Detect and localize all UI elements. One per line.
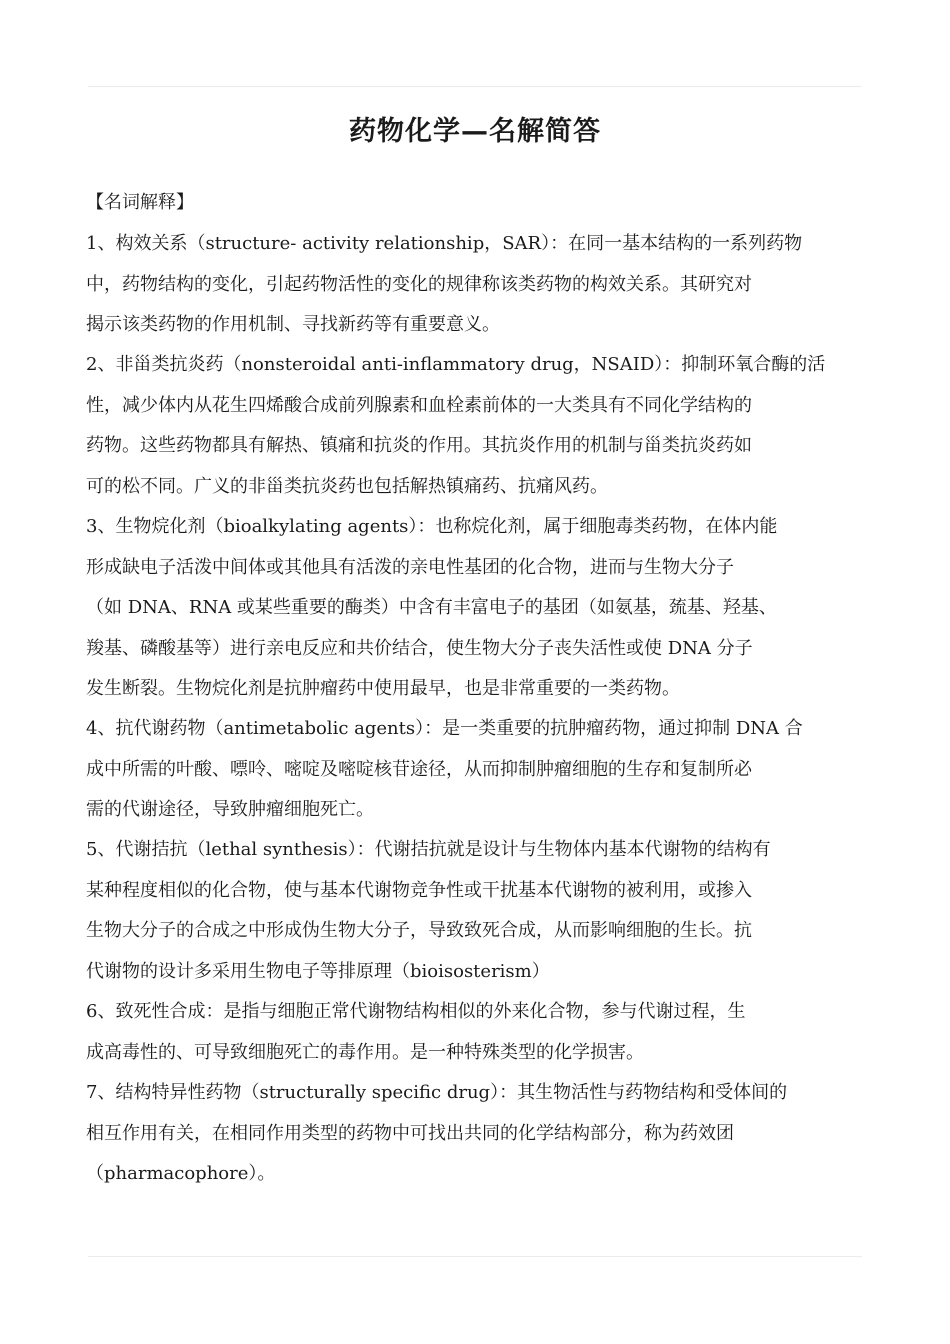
entry-line: 需的代谢途径，导致肿瘤细胞死亡。 (86, 799, 374, 820)
entry-line: 成高毒性的、可导致细胞死亡的毒作用。是一种特殊类型的化学损害。 (86, 1041, 644, 1063)
section-heading: 【名词解释】 (86, 192, 194, 213)
entry-line: 4、抗代谢药物（antimetabolic agents）：是一类重要的抗肿瘤药物，通过抑制 DNA 合 (86, 718, 803, 739)
entry-line: 代谢物的设计多采用生物电子等排原理（bioisosterism） (86, 960, 550, 982)
entry-line: 成中所需的叶酸、嘌呤、嘧啶及嘧啶核苷途径，从而抑制肿瘤细胞的生存和复制所必 (86, 758, 752, 780)
entry-line: 生物大分子的合成之中形成伪生物大分子，导致致死合成，从而影响细胞的生长。抗 (86, 920, 752, 941)
definition-entry-1 (86, 229, 886, 351)
page-title: 药物化学—名解简答 (349, 116, 601, 147)
entry-line: 6、致死性合成：是指与细胞正常代谢物结构相似的外来化合物，参与代谢过程，生 (86, 1001, 746, 1022)
entry-line: 性，减少体内从花生四烯酸合成前列腺素和血栓素前体的一大类具有不同化学结构的 (86, 394, 752, 416)
top-divider (88, 86, 862, 87)
definition-entry-6 (86, 997, 886, 1078)
definition-entry-3 (86, 512, 886, 715)
definition-entry-5 (86, 835, 886, 997)
entry-line: 5、代谢拮抗（lethal synthesis）：代谢拮抗就是设计与生物体内基本代谢物的结构有 (86, 839, 771, 860)
entry-line: （如 DNA、RNA 或某些重要的酶类）中含有丰富电子的基团（如氨基，巯基、羟基、 (86, 597, 777, 618)
entry-line: 形成缺电子活泼中间体或其他具有活泼的亲电性基团的化合物，进而与生物大分子 (86, 556, 734, 578)
entry-line: 可的松不同。广义的非甾类抗炎药也包括解热镇痛药、抗痛风药。 (86, 475, 608, 497)
entry-line: 羧基、磷酸基等）进行亲电反应和共价结合，使生物大分子丧失活性或使 DNA 分子 (86, 637, 753, 659)
entry-line: 2、非甾类抗炎药（nonsteroidal anti-inflammatory drug，NSAID）：抑制环氧合酶的活 (86, 354, 826, 375)
entry-line: 7、结构特异性药物（structurally specific drug）：其生物活性与药物结构和受体间的 (86, 1082, 788, 1103)
entry-line: 某种程度相似的化合物，使与基本代谢物竞争性或干扰基本代谢物的被利用，或掺入 (86, 879, 752, 901)
entry-line: 相互作用有关，在相同作用类型的药物中可找出共同的化学结构部分，称为药效团 (86, 1122, 734, 1144)
definition-entry-4 (86, 714, 886, 836)
definition-entry-7 (86, 1078, 886, 1200)
definition-entry-2 (86, 350, 886, 512)
entry-line: 3、生物烷化剂（bioalkylating agents）：也称烷化剂，属于细胞毒类药物，在体内能 (86, 516, 778, 537)
entry-line: 揭示该类药物的作用机制、寻找新药等有重要意义。 (86, 314, 500, 335)
entry-line: 1、构效关系（structure- activity relationship，SAR）：在同一基本结构的一系列药物 (86, 233, 803, 254)
entry-line: 药物。这些药物都具有解热、镇痛和抗炎的作用。其抗炎作用的机制与甾类抗炎药如 (86, 435, 752, 456)
entry-line: 中，药物结构的变化，引起药物活性的变化的规律称该类药物的构效关系。其研究对 (86, 273, 752, 295)
entry-line: 发生断裂。生物烷化剂是抗肿瘤药中使用最早，也是非常重要的一类药物。 (86, 678, 680, 699)
bottom-divider (88, 1256, 862, 1257)
entry-line: （pharmacophore）。 (86, 1163, 276, 1184)
